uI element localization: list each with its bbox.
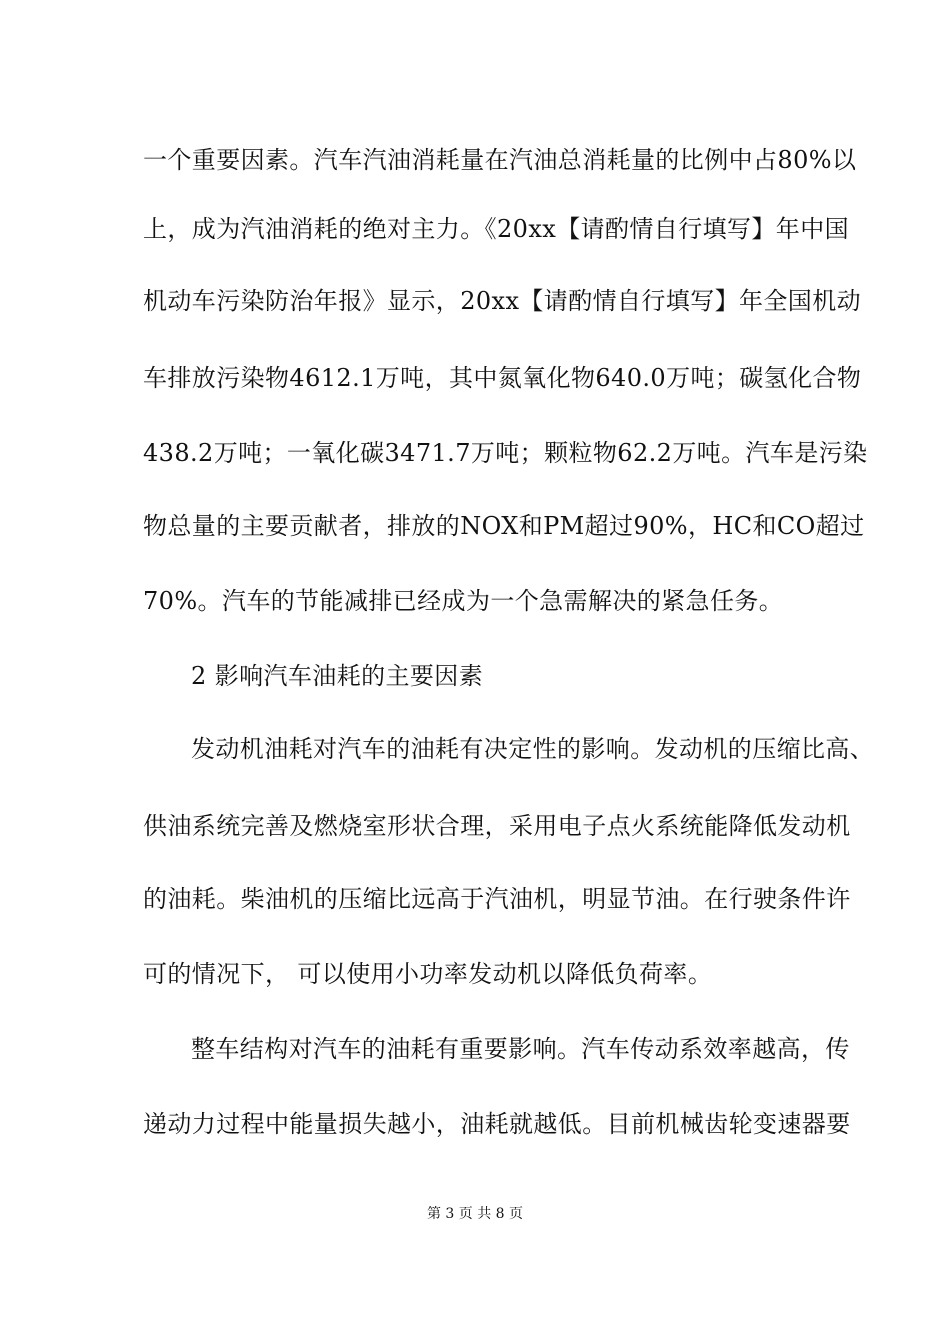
text-line: 70%。汽车的节能减排已经成为一个急需解决的紧急任务。: [143, 587, 784, 615]
text-line: 的油耗。柴油机的压缩比远高于汽油机，明显节油。在行驶条件许: [143, 885, 851, 913]
text-line: 递动力过程中能量损失越小，油耗就越低。目前机械齿轮变速器要: [143, 1110, 851, 1138]
text-line: 整车结构对汽车的油耗有重要影响。汽车传动系效率越高，传: [191, 1035, 850, 1063]
text-line: 物总量的主要贡献者，排放的NOX和PM超过90%，HC和CO超过: [143, 512, 865, 540]
text-line: 438.2万吨；一氧化碳3471.7万吨；颗粒物62.2万吨。汽车是污染: [143, 439, 868, 467]
text-line: 一个重要因素。汽车汽油消耗量在汽油总消耗量的比例中占80%以: [143, 146, 857, 174]
text-line: 上，成为汽油消耗的绝对主力。《20xx【请酌情自行填写】年中国: [143, 215, 850, 243]
text-line: 供油系统完善及燃烧室形状合理，采用电子点火系统能降低发动机: [143, 812, 851, 840]
page-number-footer: 第 3 页 共 8 页: [426, 1206, 524, 1222]
text-line: 机动车污染防治年报》显示，20xx【请酌情自行填写】年全国机动: [143, 287, 862, 315]
text-line: 发动机油耗对汽车的油耗有决定性的影响。发动机的压缩比高、: [191, 735, 875, 763]
section-heading: 2 影响汽车油耗的主要因素: [191, 662, 484, 690]
text-line: 车排放污染物4612.1万吨，其中氮氧化物640.0万吨；碳氢化合物: [143, 364, 862, 392]
text-line: 可的情况下， 可以使用小功率发动机以降低负荷率。: [143, 960, 713, 988]
